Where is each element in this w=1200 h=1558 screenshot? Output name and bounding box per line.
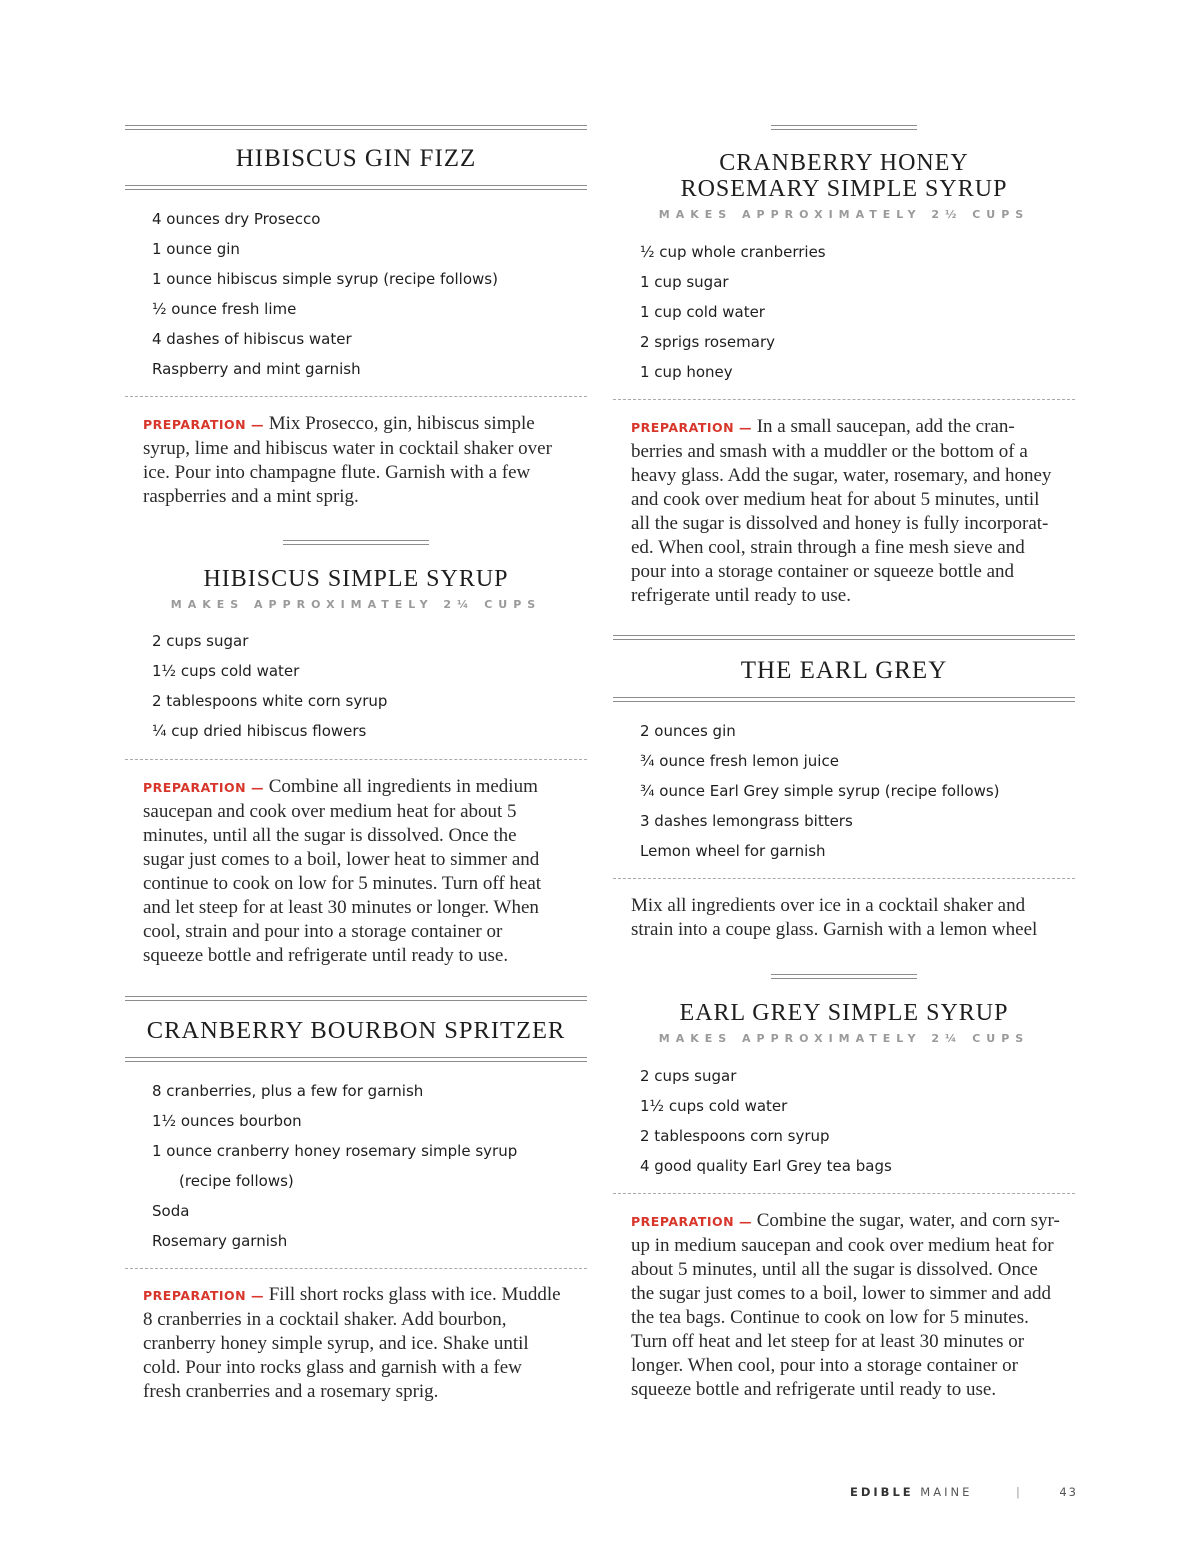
prep-text: raspberries and a mint sprig. (143, 486, 359, 507)
recipe-title-hibiscus-simple-syrup: HIBISCUS SIMPLE SYRUP (203, 566, 509, 592)
ingredient-item: ¾ ounce fresh lemon juice (640, 752, 839, 770)
prep-text: cold. Pour into rocks glass and garnish with a few (143, 1357, 522, 1378)
ingredient-list-hibiscus-simple-syrup (152, 630, 387, 750)
ingredient-item: 1 cup cold water (640, 303, 765, 321)
yield-note: MAKES APPROXIMATELY 2¼ CUPS (170, 598, 542, 611)
prep-text: pour into a storage container or squeeze bottle and (631, 561, 1015, 582)
prep-text: strain into a coupe glass. Garnish with a lemon wheel (631, 919, 1038, 940)
ingredient-divider (613, 399, 1075, 400)
prep-text: the tea bags. Continue to cook on low for 5 minutes. (631, 1307, 1029, 1328)
prep-text: up in medium saucepan and cook over medium heat for (631, 1235, 1054, 1256)
ingredient-list-earl-grey-simple-syrup (640, 1065, 892, 1185)
prep-text: berries and smash with a muddler or the bottom of a (631, 441, 1028, 462)
prep-text: heavy glass. Add the sugar, water, rosemary, and honey (631, 465, 1052, 486)
prep-text: refrigerate until ready to use. (631, 585, 851, 606)
prep-text: 8 cranberries in a cocktail shaker. Add bourbon, (143, 1309, 507, 1330)
preparation-earl-grey-simple-syrup (631, 1209, 1060, 1402)
ingredient-item: 4 dashes of hibiscus water (152, 330, 352, 348)
prep-text: about 5 minutes, until all the sugar is dissolved. Once (631, 1259, 1038, 1280)
ingredient-list-cranberry-bourbon-spritzer (152, 1080, 517, 1260)
ingredient-item: ¼ cup dried hibiscus flowers (152, 722, 367, 740)
recipe-title-earl-grey-simple-syrup: EARL GREY SIMPLE SYRUP (679, 1000, 1009, 1026)
recipe-title-hibiscus-gin-fizz: HIBISCUS GIN FIZZ (235, 145, 477, 172)
prep-text: cool, strain and pour into a storage container or (143, 921, 503, 942)
prep-text: ed. When cool, strain through a fine mesh sieve and (631, 537, 1025, 558)
ingredient-item: 8 cranberries, plus a few for garnish (152, 1082, 424, 1100)
prep-text: syrup, lime and hibiscus water in cocktail shaker over (143, 438, 552, 459)
ingredient-item: 2 sprigs rosemary (640, 333, 775, 351)
ingredient-divider (125, 396, 587, 397)
prep-text: and let steep for at least 30 minutes or longer. When (143, 897, 539, 918)
prep-text: Turn off heat and let steep for at least 30 minutes or (631, 1331, 1025, 1352)
prep-text: squeeze bottle and refrigerate until ready to use. (143, 945, 509, 966)
ingredient-item: 1 cup honey (640, 363, 733, 381)
prep-text: In a small saucepan, add the cran- (756, 416, 1015, 437)
short-rule (283, 540, 429, 545)
prep-text: minutes, until all the sugar is dissolved. Once the (143, 825, 517, 846)
title-line: CRANBERRY HONEY (719, 150, 969, 176)
preparation-cranberry-honey-rosemary-syrup (631, 415, 1051, 608)
prep-text: ice. Pour into champagne flute. Garnish with a few (143, 462, 531, 483)
ingredient-item: 1 ounce hibiscus simple syrup (recipe follows) (152, 270, 498, 288)
prep-text: the sugar just comes to a boil, lower to simmer and add (631, 1283, 1052, 1304)
yield-note: MAKES APPROXIMATELY 2½ CUPS (658, 208, 1030, 221)
title-rule-top (125, 125, 587, 130)
prep-text: continue to cook on low for 5 minutes. Turn off heat (143, 873, 542, 894)
recipe-title-cranberry-bourbon-spritzer: CRANBERRY BOURBON SPRITZER (146, 1017, 566, 1044)
preparation-label: PREPARATION — (143, 780, 264, 795)
ingredient-divider (125, 759, 587, 760)
ingredient-list-hibiscus-gin-fizz (152, 208, 498, 388)
title-rule-bottom (613, 697, 1075, 702)
preparation-hibiscus-gin-fizz (143, 412, 552, 509)
ingredient-item-continuation: (recipe follows) (179, 1172, 294, 1190)
short-rule (771, 974, 917, 979)
ingredient-item: Raspberry and mint garnish (152, 360, 361, 378)
footer-magazine: MAINE (920, 1485, 973, 1499)
short-rule (771, 125, 917, 130)
title-rule-top (125, 996, 587, 1001)
ingredient-divider (613, 878, 1075, 879)
prep-text: all the sugar is dissolved and honey is fully incorporat- (631, 513, 1049, 534)
preparation-label: PREPARATION — (631, 420, 752, 435)
page-footer (850, 1485, 1078, 1499)
prep-text: fresh cranberries and a rosemary sprig. (143, 1381, 439, 1402)
ingredient-item: 1 ounce gin (152, 240, 240, 258)
ingredient-item: ¾ ounce Earl Grey simple syrup (recipe follows) (640, 782, 1000, 800)
ingredient-item: 4 good quality Earl Grey tea bags (640, 1157, 892, 1175)
prep-text: sugar just comes to a boil, lower heat to simmer and (143, 849, 540, 870)
ingredient-list-cranberry-honey-rosemary-syrup (640, 241, 826, 391)
prep-text: Mix Prosecco, gin, hibiscus simple (268, 413, 535, 434)
title-rule-top (613, 635, 1075, 640)
title-rule-bottom (125, 1057, 587, 1062)
ingredient-item: 3 dashes lemongrass bitters (640, 812, 853, 830)
ingredient-item: 1 ounce cranberry honey rosemary simple syrup (152, 1142, 518, 1160)
prep-text: saucepan and cook over medium heat for about 5 (143, 801, 517, 822)
prep-text: squeeze bottle and refrigerate until ready to use. (631, 1379, 997, 1400)
preparation-hibiscus-simple-syrup (143, 775, 541, 968)
preparation-the-earl-grey (631, 894, 1037, 942)
ingredient-divider (613, 1193, 1075, 1194)
ingredient-item: Soda (152, 1202, 190, 1220)
prep-text: cranberry honey simple syrup, and ice. Shake until (143, 1333, 529, 1354)
prep-text: Fill short rocks glass with ice. Muddle (268, 1284, 561, 1305)
ingredient-item: Rosemary garnish (152, 1232, 288, 1250)
ingredient-item: 2 ounces gin (640, 722, 736, 740)
ingredient-item: 2 cups sugar (640, 1067, 737, 1085)
prep-text: Mix all ingredients over ice in a cocktail shaker and (631, 895, 1026, 916)
ingredient-item: 4 ounces dry Prosecco (152, 210, 321, 228)
page-number: 43 (1059, 1485, 1078, 1499)
ingredient-item: Lemon wheel for garnish (640, 842, 826, 860)
footer-brand: EDIBLE (850, 1485, 914, 1499)
ingredient-item: 2 tablespoons white corn syrup (152, 692, 388, 710)
title-line: ROSEMARY SIMPLE SYRUP (680, 176, 1008, 202)
ingredient-item: 1½ cups cold water (152, 662, 300, 680)
ingredient-item: 1½ ounces bourbon (152, 1112, 302, 1130)
prep-text: Combine all ingredients in medium (268, 776, 538, 797)
prep-text: and cook over medium heat for about 5 minutes, until (631, 489, 1040, 510)
ingredient-item: 1 cup sugar (640, 273, 729, 291)
title-rule-bottom (125, 185, 587, 190)
ingredient-item: 1½ cups cold water (640, 1097, 788, 1115)
prep-text: longer. When cool, pour into a storage container or (631, 1355, 1018, 1376)
ingredient-item: 2 cups sugar (152, 632, 249, 650)
recipe-title-cranberry-honey-rosemary-syrup (613, 150, 1075, 202)
ingredient-divider (125, 1268, 587, 1269)
ingredient-item: ½ ounce fresh lime (152, 300, 297, 318)
ingredient-item: ½ cup whole cranberries (640, 243, 826, 261)
ingredient-list-the-earl-grey (640, 720, 1000, 870)
preparation-label: PREPARATION — (143, 1288, 264, 1303)
preparation-label: PREPARATION — (143, 417, 264, 432)
preparation-cranberry-bourbon-spritzer (143, 1283, 561, 1404)
prep-text: Combine the sugar, water, and corn syr- (756, 1210, 1060, 1231)
preparation-label: PREPARATION — (631, 1214, 752, 1229)
yield-note: MAKES APPROXIMATELY 2¼ CUPS (658, 1032, 1030, 1045)
footer-separator: | (1016, 1485, 1020, 1499)
recipe-title-the-earl-grey: THE EARL GREY (740, 657, 948, 684)
ingredient-item: 2 tablespoons corn syrup (640, 1127, 830, 1145)
